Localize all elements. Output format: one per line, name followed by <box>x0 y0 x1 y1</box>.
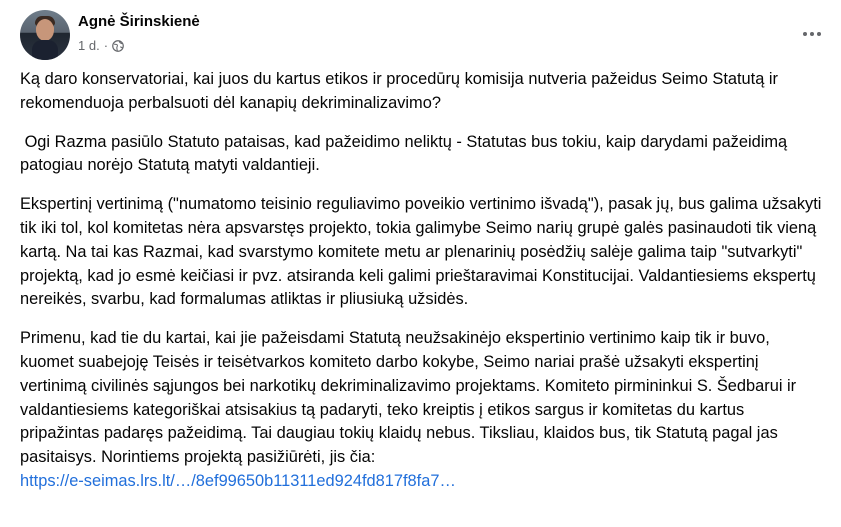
post-meta <box>78 38 124 53</box>
post-paragraph-1: Ką daro konservatoriai, kai juos du kartus etikos ir procedūrų komisija nutveria pažeidus Seimo Statutą ir rekomenduoja perbalsuoti dėl kanapių dekriminalizavimo? <box>20 70 778 112</box>
post-paragraph-4-text: Primenu, kad tie du kartai, kai jie pažeisdami Statutą neužsakinėjo ekspertinio vertinimo kaip tik ir buvo, kuomet suabejoję Teisės ir teisėtvarkos komiteto darbo kokybe, Seimo nariai prašė užsakyti ekspertinį vertinimą civilinės sąjungos bei narkotikų dekriminalizavimo projektams. Komiteto pirmininkui S. Šedbarui ir valdantiesiems kategoriškai atsisakius tą padaryti, teko kreiptis į etikos sargus ir komitetas du kartus pripažintas padaręs pažeidimą. Tai daugiau tokių klaidų nebus. Tiksliau, klaidos bus, tik Statutą pagal jas pasitaisys. Norintiems projektą pasižiūrėti, jis čia: <box>20 329 797 467</box>
author-avatar[interactable] <box>20 10 70 60</box>
post-body <box>20 68 825 494</box>
seimas-link[interactable]: https://e-seimas.lrs.lt/…/8ef99650b11311ed924fd817f8fa7… <box>20 471 456 490</box>
post-paragraph-3: Ekspertinį vertinimą ("numatomo teisinio reguliavimo poveikio vertinimo išvadą"), pasak jų, bus galima užsakyti tik iki tol, kol komitetas nėra apsvarstęs projekto, tokia galimybe Seimo narių grupė galės pasinaudoti tik vieną kartą. Na tai kas Razmai, kad svarstymo komitete metu ar plenarinių posėdžių salėje galima taip "sutvarkyti" projektą, kad jo esmė keičiasi ir pvz. atsiranda keli galimi prieštaravimai Konstitucijai. Valdantiesiems ekspertų nereikės, svarbu, kad formalumas atliktas ir pliusiuką užsidės. <box>20 195 822 309</box>
meta-separator: · <box>103 38 109 53</box>
more-horizontal-icon <box>803 32 821 36</box>
post-header <box>20 10 830 60</box>
avatar-face <box>36 19 54 41</box>
post-paragraph-2: Ogi Razma pasiūlo Statuto pataisas, kad pažeidimo neliktų - Statutas bus tokiu, kaip darydami pažeidimą patogiau norėjo Statutą matyti valdantieji. <box>20 132 792 175</box>
more-options-button[interactable] <box>794 16 830 52</box>
post-paragraph-4 <box>20 327 825 494</box>
author-name[interactable]: Agnė Širinskienė <box>78 13 200 30</box>
post-time[interactable]: 1 d. <box>78 38 100 53</box>
avatar-shirt <box>32 40 58 60</box>
globe-icon <box>112 40 124 52</box>
